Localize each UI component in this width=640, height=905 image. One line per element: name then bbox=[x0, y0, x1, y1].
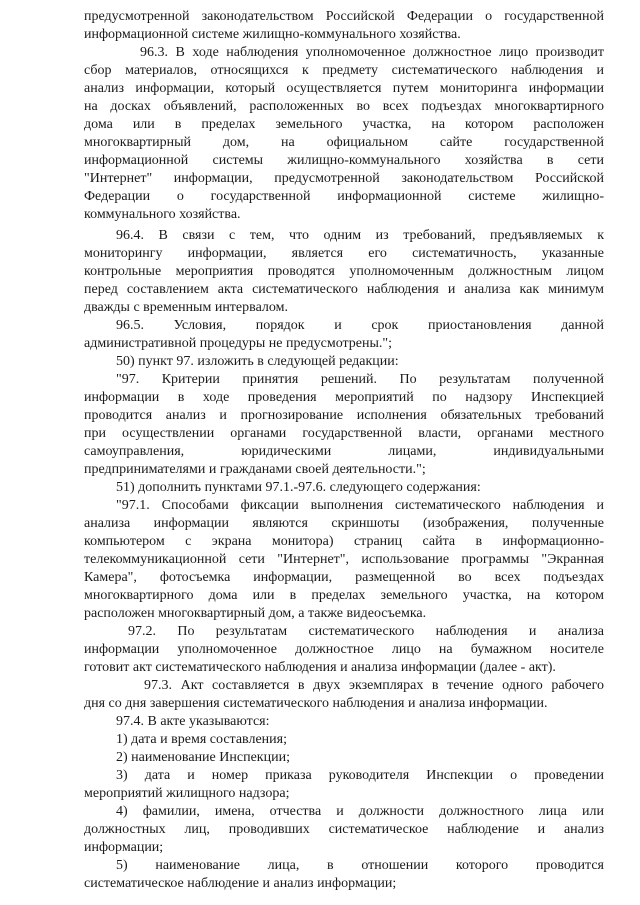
text-line: мониторингу информации, является его систематичность, указанные bbox=[84, 246, 604, 261]
page-footer-scan-noise bbox=[0, 888, 640, 902]
text-line: предпринимателями и гражданами своей деятельности."; bbox=[84, 462, 426, 477]
text-line: Федерации о государственной информационной системе жилищно- bbox=[84, 189, 604, 204]
text-line: 50) пункт 97. изложить в следующей редакции: bbox=[116, 354, 399, 369]
paragraph-clause-97-2 bbox=[84, 623, 604, 677]
paragraph-intro-tail bbox=[84, 8, 604, 44]
text-line: Камера", фотосъемка информации, размещенной во всех подъездах bbox=[84, 570, 604, 585]
text-line: многоквартирного дома или в пределах земельного участка, на котором bbox=[84, 588, 604, 603]
text-line: телекоммуникационной сети "Интернет", использование программы "Экранная bbox=[84, 552, 604, 567]
text-line: информации; bbox=[84, 840, 164, 855]
text-line: 51) дополнить пунктами 97.1.-97.6. следующего содержания: bbox=[116, 480, 481, 495]
paragraph-clause-97-1 bbox=[84, 497, 604, 623]
paragraph-clause-96-5 bbox=[84, 317, 604, 353]
text-line: предусмотренной законодательством Российской Федерации о государственной bbox=[84, 9, 604, 24]
text-line: информационной системе жилищно-коммунального хозяйства. bbox=[84, 27, 461, 42]
text-line: проводится анализ и прогнозирование исполнения обязательных требований bbox=[84, 408, 604, 423]
text-line: "Интернет" информации, предусмотренной законодательством Российской bbox=[84, 171, 604, 186]
text-line: на досках объявлений, расположенных во всех подъездах многоквартирного bbox=[84, 99, 604, 114]
paragraph-clause-96-3 bbox=[84, 44, 604, 224]
text-line: перед составлением акта систематического наблюдения и анализа как минимум bbox=[84, 282, 604, 297]
text-line: многоквартирный дом, на официальном сайте государственной bbox=[84, 135, 604, 150]
text-line: сбор материалов, относящихся к предмету систематического наблюдения и bbox=[84, 63, 604, 78]
text-line: анализа информации являются скриншоты (изображения, полученные bbox=[84, 516, 604, 531]
text-line: коммунального хозяйства. bbox=[84, 207, 241, 222]
text-line: компьютером с экрана монитора) страниц сайта в информационно- bbox=[84, 534, 604, 549]
text-line: 97.4. В акте указываются: bbox=[116, 714, 270, 729]
text-line: самоуправления, юридическими лицами, индивидуальными bbox=[84, 444, 604, 459]
text-line: дважды с временным интервалом. bbox=[84, 300, 288, 315]
text-line: систематическое наблюдение и анализ информации; bbox=[84, 876, 397, 891]
text-line: 4) фамилии, имена, отчества и должности должностного лица или bbox=[116, 804, 604, 819]
text-line: 96.3. В ходе наблюдения уполномоченное должностное лицо производит bbox=[140, 45, 604, 60]
text-line: 3) дата и номер приказа руководителя Инспекции о проведении bbox=[116, 768, 604, 783]
text-line: контрольные мероприятия проводятся уполномоченным должностным лицом bbox=[84, 264, 604, 279]
paragraph-clause-97-3 bbox=[84, 677, 604, 713]
text-line: расположен многоквартирный дом, а также видеосъемка. bbox=[84, 606, 427, 621]
text-line: информации в ходе проведения мероприятий по надзору Инспекцией bbox=[84, 390, 604, 405]
paragraph-clause-97 bbox=[84, 371, 604, 479]
text-line: информационной системы жилищно-коммунального хозяйства в сети bbox=[84, 153, 604, 168]
paragraph-clause-96-4 bbox=[84, 227, 604, 317]
text-line: "97.1. Способами фиксации выполнения систематического наблюдения и bbox=[116, 498, 604, 513]
text-line: 97.2. По результатам систематического наблюдения и анализа bbox=[128, 624, 604, 639]
text-line: 1) дата и время составления; bbox=[116, 732, 287, 747]
text-line: дома или в пределах земельного участка, на котором расположен bbox=[84, 117, 604, 132]
text-line: 97.3. Акт составляется в двух экземплярах в течение одного рабочего bbox=[144, 678, 604, 693]
text-line: 2) наименование Инспекции; bbox=[116, 750, 290, 765]
text-line: мероприятий жилищного надзора; bbox=[84, 786, 290, 801]
paragraph-item-50 bbox=[84, 353, 604, 371]
paragraph-clause-97-4 bbox=[84, 713, 604, 893]
text-line: 5) наименование лица, в отношении которого проводится bbox=[116, 858, 604, 873]
text-line: анализ информации, который осуществляется путем мониторинга информации bbox=[84, 81, 604, 96]
text-line: должностных лиц, проводивших систематическое наблюдение и анализ bbox=[84, 822, 604, 837]
text-line: при осуществлении органами государственной власти, органами местного bbox=[84, 426, 604, 441]
text-line: дня со дня завершения систематического наблюдения и анализа информации. bbox=[84, 696, 548, 711]
paragraph-item-51 bbox=[84, 479, 604, 497]
text-line: 96.4. В связи с тем, что одним из требований, предъявляемых к bbox=[116, 228, 604, 243]
text-line: готовит акт систематического наблюдения и анализа информации (далее - акт). bbox=[84, 660, 556, 675]
text-line: 96.5. Условия, порядок и срок приостановления данной bbox=[116, 318, 604, 333]
text-line: "97. Критерии принятия решений. По результатам полученной bbox=[116, 372, 604, 387]
text-line: информации уполномоченное должностное лицо на бумажном носителе bbox=[84, 642, 604, 657]
text-line: административной процедуры не предусмотрены."; bbox=[84, 336, 393, 351]
